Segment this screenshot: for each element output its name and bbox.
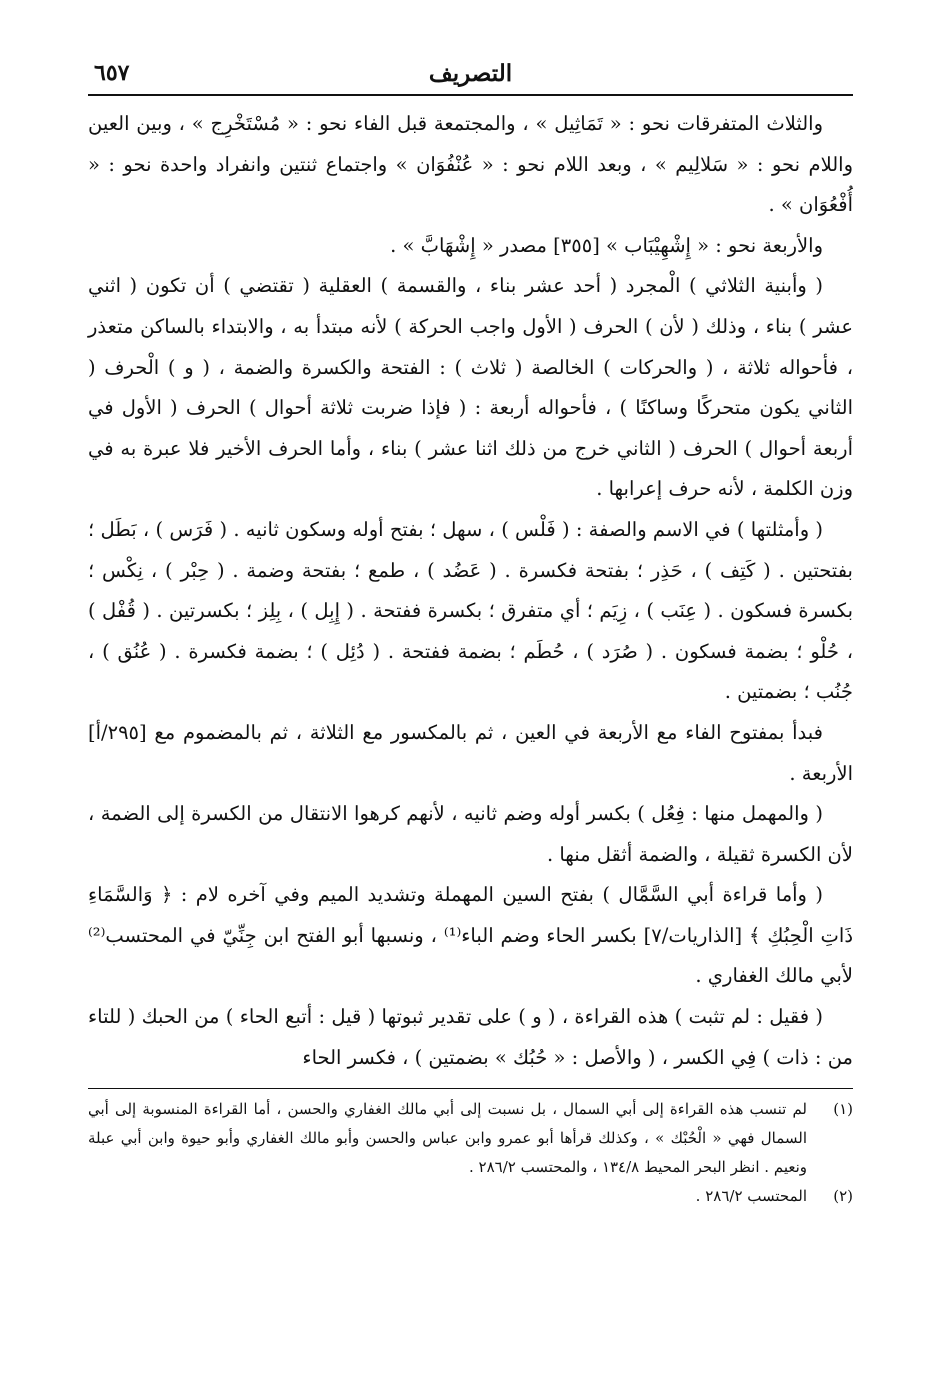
footnotes xyxy=(88,1088,853,1211)
paragraph-unused-form: ( والمهمل منها : فِعُل ) بكسر أوله وضم ثانيه ، لأنهم كرهوا الانتقال من الكسرة إلى الضمة ، لأن الكسرة ثقيلة ، والضمة أثقل منها . xyxy=(88,802,853,866)
footnote-item xyxy=(88,1182,853,1211)
footnote-text: لم تنسب هذه القراءة إلى أبي السمال ، بل نسبت إلى أبي مالك الغفاري والحسن ، أما القراءة المنسوبة إلى أبي السمال فهي « الْحُبْك » ، وكذلك قرأها أبو عمرو وابن عباس والحسن وأبو مالك الغفاري وأبو حيوة وابن أبي عبلة ونعيم . انظر البحر المحيط ١٣٤/٨ ، والمحتسب ٢٨٦/٢ . xyxy=(88,1100,807,1177)
paragraph-explanation: ( فقيل : لم تثبت ) هذه القراءة ، ( و ) على تقدير ثبوتها ( قيل : أتبع الحاء ) من الحبك ( للتاء من : ذات ) فِي الكسر ، ( والأصل : « حُبُك » بضمتين ) ، فكسر الحاء xyxy=(88,1005,853,1069)
footnote-number: (١) xyxy=(833,1100,853,1119)
footnote-item xyxy=(88,1095,853,1182)
page-number: ٦٥٧ xyxy=(94,60,130,86)
chapter-title: التصريف xyxy=(428,60,513,87)
paragraph-patterns-three: والثلاث المتفرقات نحو : « تَمَاثِيل » ، والمجتمعة قبل الفاء نحو : « مُسْتَخْرِج » ، وبين العين واللام نحو : « سَلالِيم » ، وبعد اللام نحو : « عُنْفُوَان » واجتماع ثنتين وانفراد واحدة نحو : « أُفْعُوَان » . xyxy=(88,112,853,217)
main-text xyxy=(88,104,853,1078)
paragraph-reading: ( وأما قراءة أبي السَّمَّال ) بفتح السين المهملة وتشديد الميم وفي آخره لام : ﴿ وَالسَّمَاءِ ذَاتِ الْحِبُكِ ﴾ [الذاريات/٧] بكسر الحاء وضم الباء⁽¹⁾ ، ونسبها أبو الفتح ابن جِنِّيّ في المحتسب⁽²⁾ لأبي مالك الغفاري . xyxy=(88,883,854,988)
paragraph-trilateral-forms: ( وأبنية الثلاثي ) الْمجرد ( أحد عشر بناء ، والقسمة ) العقلية ( تقتضي ) أن تكون ( اثني عشر ) بناء ، وذلك ( لأن ) الحرف ( الأول واجب الحركة ) لأنه مبتدأ به ، والابتداء بالساكن متعذر ، فأحواله ثلاثة ، ( والحركات ) الخالصة ( ثلاث ) : الفتحة والكسرة والضمة ، ( و ) الْحرف ( الثاني يكون متحركًا وساكنًا ) ، فأحواله أربعة : ( فإذا ضربت ثلاثة أحوال ) الحرف ( الأول في أربعة أحوال ) الحرف ( الثاني خرج من ذلك اثنا عشر ) بناء ، وأما الحرف الأخير فلا عبرة به في وزن الكلمة ، لأنه حرف إعرابها . xyxy=(88,274,853,501)
paragraph-patterns-four: والأربعة نحو : « إِشْهِيْبَاب » [٣٥٥] مصدر « إِشْهَابَّ » . xyxy=(390,233,823,257)
paragraph-examples: ( وأمثلتها ) في الاسم والصفة : ( فَلْس ) ، سهل ؛ بفتح أوله وسكون ثانيه . ( فَرَس ) ، بَطَل ؛ بفتحتين . ( كَتِف ) ، حَذِر ؛ بفتحة فكسرة . ( عَضُد ) ، طمع ؛ بفتحة وضمة . ( حِبْر ) ، نِكْس ؛ بكسرة فسكون . ( عِنَب ) ، زِيَم ؛ أي متفرق ؛ بكسرة ففتحة . ( إِبِل ) ، بِلِز ؛ بكسرتين . ( قُفْل ) ، حُلْو ؛ بضمة فسكون . ( صُرَد ) ، حُطَم ؛ بضمة ففتحة . ( دُئِل ) ؛ بضمة فكسرة . ( عُنُق ) ، جُنُب ؛ بضمتين . xyxy=(88,517,853,704)
paragraph-ordering: فبدأ بمفتوح الفاء مع الأربعة في العين ، ثم بالمكسور مع الثلاثة ، ثم بالمضموم مع [٢٩٥/أ] الأربعة . xyxy=(88,720,853,785)
footnote-text: المحتسب ٢٨٦/٢ . xyxy=(695,1187,807,1206)
book-page xyxy=(88,58,853,1211)
running-header xyxy=(88,58,853,96)
footnote-number: (٢) xyxy=(833,1187,853,1206)
